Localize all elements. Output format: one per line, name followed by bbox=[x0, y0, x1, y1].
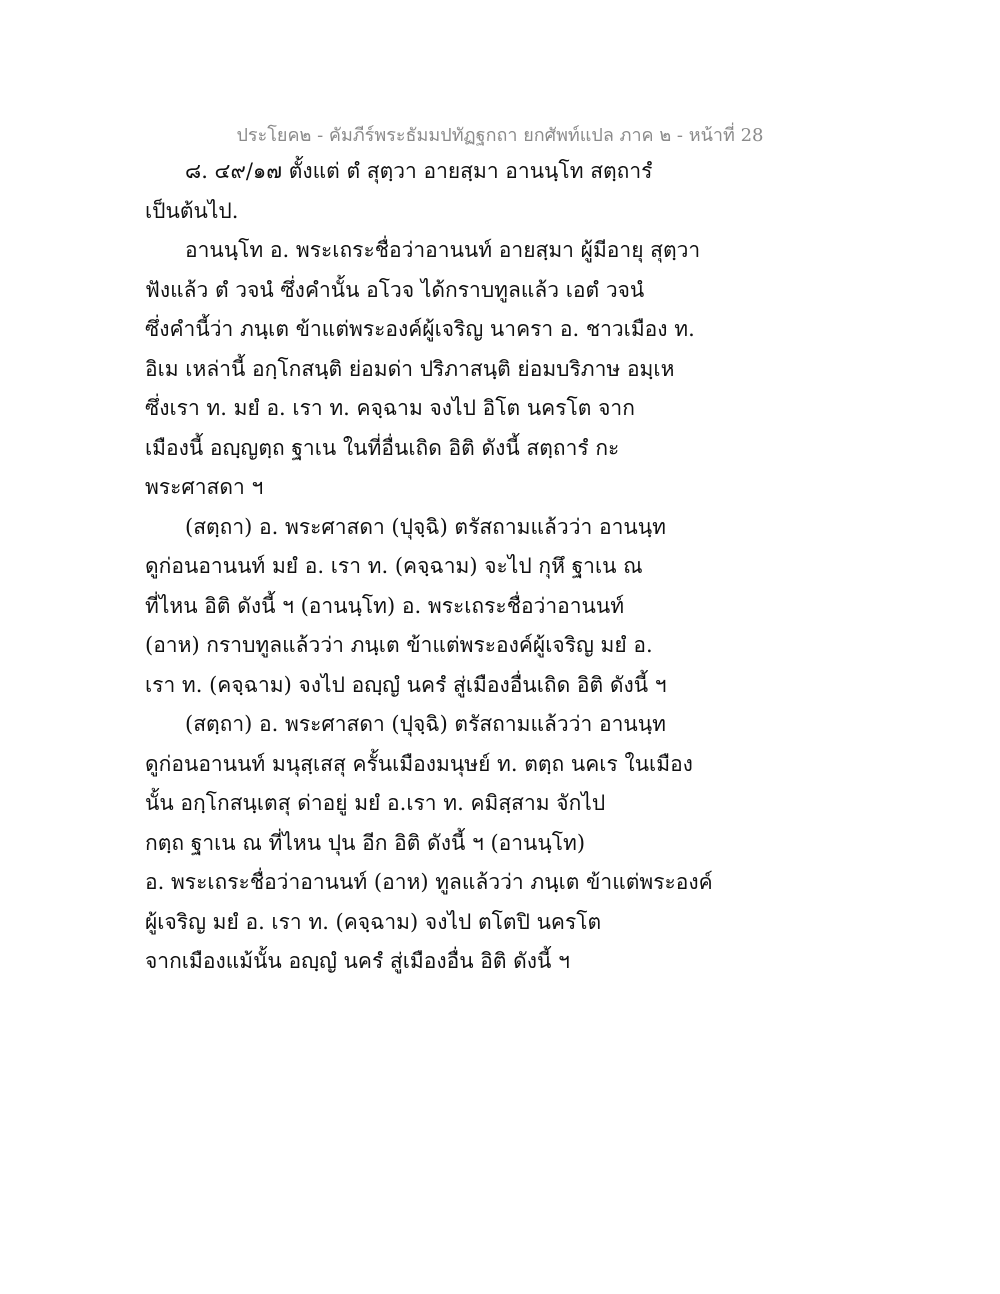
text-line: กตฺถ ฐาเน ณ ที่ไหน ปุน อีก อิติ ดังนี้ ฯ (อานนฺโท) bbox=[145, 830, 586, 855]
text-line: ที่ไหน อิติ ดังนี้ ฯ (อานนฺโท) อ. พระเถระชื่อว่าอานนท์ bbox=[145, 593, 625, 618]
text-line: ซึ่งเรา ท. มยํ อ. เรา ท. คจฺฉาม จงไป อิโต นครโต จาก bbox=[145, 396, 635, 420]
text-line: ๘. ๔๙/๑๗ ตั้งแต่ ตํ สุตฺวา อายสฺมา อานนฺโท สตฺถารํ bbox=[185, 159, 653, 183]
body-text bbox=[145, 152, 713, 982]
paragraph-2 bbox=[145, 231, 701, 508]
text-line: อานนฺโท อ. พระเถระชื่อว่าอานนท์ อายสฺมา ผู้มีอายุ สุตฺวา bbox=[185, 238, 701, 262]
text-line: จากเมืองแม้นั้น อญฺญํ นครํ สู่เมืองอื่น อิติ ดังนี้ ฯ bbox=[145, 949, 570, 973]
text-line: ดูก่อนอานนท์ มยํ อ. เรา ท. (คจฺฉาม) จะไป กุหึ ฐาเน ณ bbox=[145, 554, 643, 578]
text-line: (สตฺถา) อ. พระศาสดา (ปุจฺฉิ) ตรัสถามแล้วว่า อานนฺท bbox=[185, 514, 666, 539]
text-line: เรา ท. (คจฺฉาม) จงไป อญฺญํ นครํ สู่เมืองอื่นเถิด อิติ ดังนี้ ฯ bbox=[145, 672, 667, 697]
text-line: พระศาสดา ฯ bbox=[145, 475, 264, 499]
text-line: อ. พระเถระชื่อว่าอานนท์ (อาห) ทูลแล้วว่า ภนฺเต ข้าแต่พระองค์ bbox=[145, 870, 713, 894]
text-line: ผู้เจริญ มยํ อ. เรา ท. (คจฺฉาม) จงไป ตโตปิ นครโต bbox=[145, 909, 602, 934]
text-line: (อาห) กราบทูลแล้วว่า ภนฺเต ข้าแต่พระองค์ผู้เจริญ มยํ อ. bbox=[145, 633, 653, 657]
paragraph-1 bbox=[145, 152, 685, 231]
text-line: อิเม เหล่านี้ อกฺโกสนฺติ ย่อมด่า ปริภาสนฺติ ย่อมบริภาษ อมฺเห bbox=[145, 356, 675, 381]
text-line: ดูก่อนอานนท์ มนุสฺเสสุ ครั้นเมืองมนุษย์ ท. ตตฺถ นคเร ในเมือง bbox=[145, 751, 693, 776]
paragraph-4 bbox=[145, 705, 713, 982]
text-line: ซึ่งคำนี้ว่า ภนฺเต ข้าแต่พระองค์ผู้เจริญ นาครา อ. ชาวเมือง ท. bbox=[145, 317, 695, 341]
text-line: ฟังแล้ว ตํ วจนํ ซึ่งคำนั้น อโวจ ได้กราบทูลแล้ว เอตํ วจนํ bbox=[145, 277, 645, 302]
text-line: (สตฺถา) อ. พระศาสดา (ปุจฺฉิ) ตรัสถามแล้วว่า อานนฺท bbox=[185, 712, 666, 736]
text-line: เมืองนี้ อญฺญตฺถ ฐาเน ในที่อื่นเถิด อิติ ดังนี้ สตฺถารํ กะ bbox=[145, 435, 620, 460]
paragraph-3 bbox=[145, 508, 685, 706]
text-line: นั้น อกฺโกสนฺเตสุ ด่าอยู่ มยํ อ.เรา ท. คมิสฺสาม จักไป bbox=[145, 791, 606, 815]
text-line: เป็นต้นไป. bbox=[145, 198, 239, 223]
running-header: ประโยค๒ - คัมภีร์พระธัมมปทัฏฐกถา ยกศัพท์แปล ภาค ๒ - หน้าที่ 28 bbox=[236, 125, 764, 146]
